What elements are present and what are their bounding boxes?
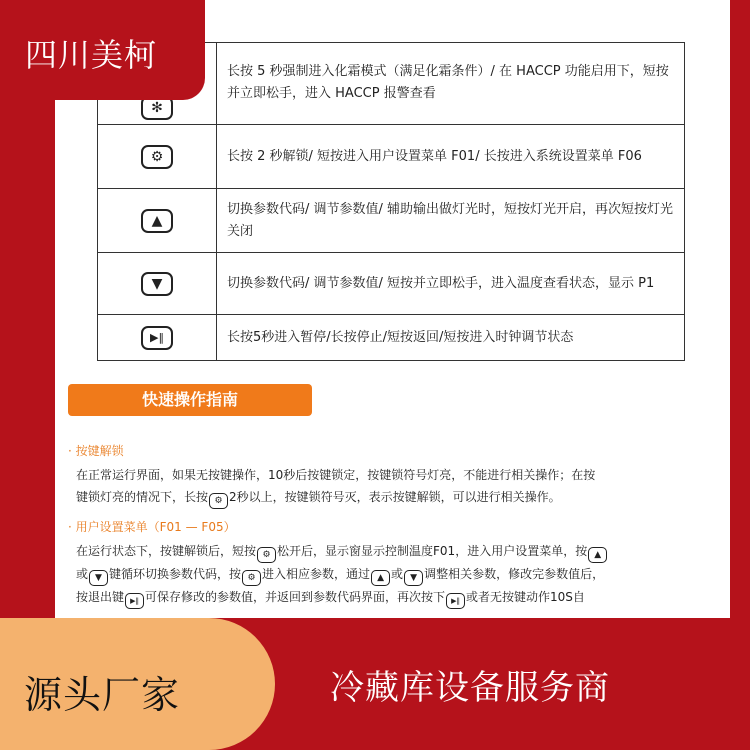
- section-body-user-menu: [76, 540, 716, 609]
- footer-tagline: 冷藏库设备服务商: [330, 668, 610, 708]
- play-pause-key-icon: ▶‖: [125, 593, 144, 609]
- down-arrow-key-icon: ▼: [404, 570, 423, 586]
- row-description: 长按 2 秒解锁/ 短按进入用户设置菜单 F01/ 长按进入系统设置菜单 F06: [217, 125, 685, 189]
- text-line: 或 ▼ 键循环切换参数代码，按 ⚙ 进入相应参数，通过 ▲ 或 ▼ 调整相关参数，修改完参数值后，: [76, 563, 716, 586]
- row-description: 切换参数代码/ 调节参数值/ 短按并立即松手，进入温度查看状态，显示 P1: [217, 253, 685, 315]
- row-description: 长按5秒进入暂停/长按停止/短按返回/短按进入时钟调节状态: [217, 315, 685, 361]
- row-description: 切换参数代码/ 调节参数值/ 辅助输出做灯光时，短按灯光开启，再次短按灯光关闭: [217, 189, 685, 253]
- text-line: 按退出键 ▶‖ 可保存修改的参数值，并返回到参数代码界面，再次按下 ▶‖ 或者无按键动作10S自: [76, 586, 716, 609]
- footer-left-text: 源头厂家: [24, 673, 181, 717]
- up-arrow-key-icon: ▲: [371, 570, 390, 586]
- up-arrow-key-icon: ▲: [588, 547, 607, 563]
- table-row: [98, 315, 685, 361]
- settings-lock-key-icon: ⚙: [257, 547, 276, 563]
- text-line: 在运行状态下，按键解锁后，短按 ⚙ 松开后，显示窗显示控制温度F01，进入用户设置菜单，按 ▲: [76, 540, 716, 563]
- footer-left-tab: [0, 618, 275, 750]
- settings-lock-key-icon: ⚙: [242, 570, 261, 586]
- row-description: 长按 5 秒强制进入化霜模式（满足化霜条件）/ 在 HACCP 功能启用下，短按并立即松手，进入 HACCP 报警查看: [217, 43, 685, 125]
- text-line: 在正常运行界面，如果无按键操作，10秒后按键锁定，按键锁符号灯亮，不能进行相关操作；在按: [76, 468, 596, 482]
- table-row: [98, 189, 685, 253]
- brand-name: 四川美柯: [25, 36, 158, 74]
- up-arrow-key-icon: ▲: [141, 209, 173, 233]
- section-body-unlock: [76, 464, 716, 509]
- play-pause-key-icon: ▶‖: [446, 593, 465, 609]
- quick-guide-banner: [68, 384, 312, 416]
- text-line: 键锁灯亮的情况下，长按 ⚙ 2秒以上，按键锁符号灭，表示按键解锁，可以进行相关操作。: [76, 486, 716, 509]
- section-title-unlock: · 按键解锁: [68, 444, 124, 458]
- quick-guide-title: 快速操作指南: [141, 390, 238, 409]
- down-arrow-key-icon: ▼: [141, 272, 173, 296]
- down-arrow-key-icon: ▼: [89, 570, 108, 586]
- section-title-user-menu: · 用户设置菜单（F01 — F05）: [68, 520, 236, 534]
- play-pause-key-icon: ▶‖: [141, 326, 173, 350]
- settings-lock-key-icon: ⚙: [209, 493, 228, 509]
- brand-badge: [0, 0, 205, 100]
- snowflake-key-icon: ✻: [141, 96, 173, 120]
- settings-lock-key-icon: ⚙: [141, 145, 173, 169]
- table-row: [98, 125, 685, 189]
- table-row: [98, 253, 685, 315]
